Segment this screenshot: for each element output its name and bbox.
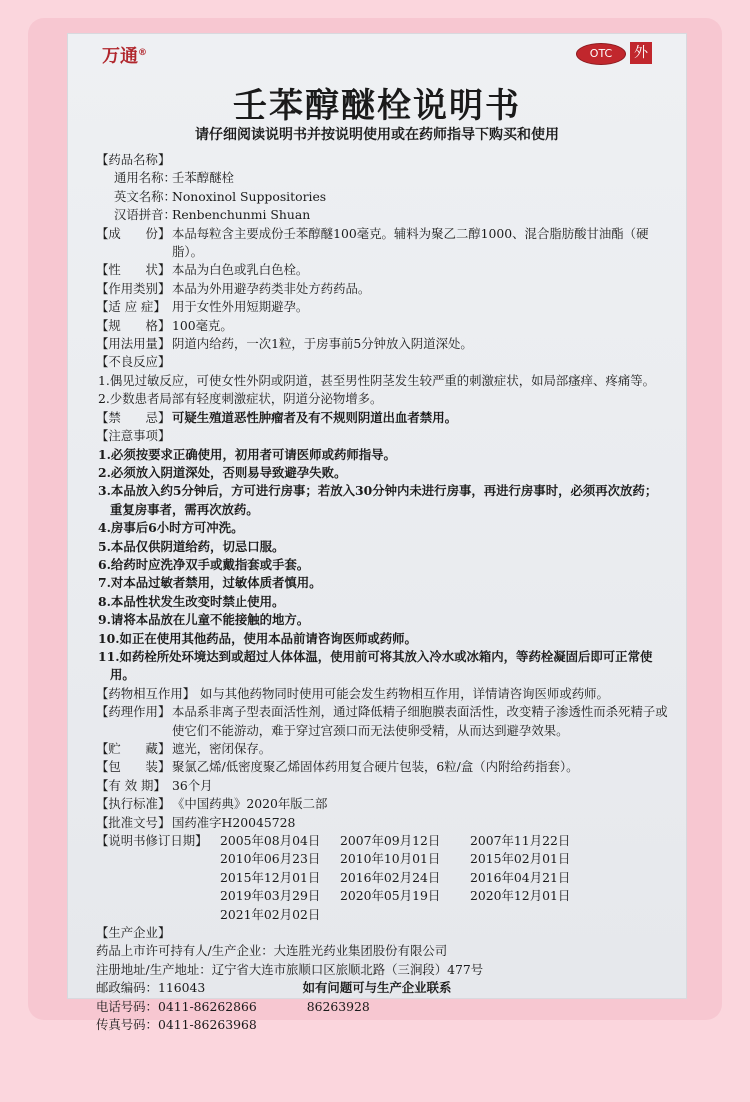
revision-date: 2010年10月01日 <box>340 851 441 867</box>
precaution-item: 4.房事后6小时方可冲洗。 <box>98 520 244 536</box>
precaution-item: 11.如药栓所处环境达到或超过人体体温，使用前可将其放入冷水或冰箱内，等药栓凝固后即可正常使用。 <box>98 648 653 683</box>
phone-line: 电话号码：0411-86262866 86263928 <box>96 998 370 1014</box>
otc-badge: OTC <box>576 43 626 65</box>
interactions-row: 【药物相互作用】 如与其他药物同时使用可能会发生药物相互作用，详情请咨询医师或药师。 <box>96 685 609 701</box>
drug-name-heading: 【药品名称】 <box>96 152 171 167</box>
adverse-item: 1.偶见过敏反应，可使女性外阴或阴道，甚至男性阴茎发生较严重的刺激症状，如局部瘙痒、疼痛等。 <box>98 372 656 388</box>
indications-row: 【适 应 症】 用于女性外用短期避孕。 <box>96 299 309 315</box>
ingredients-row: 【成 份】 本品每粒含主要成份壬苯醇醚100毫克。辅料为聚乙二醇1000、混合脂肪酸甘油酯（硬脂）。 <box>96 225 649 260</box>
page-subtitle: 请仔细阅读说明书并按说明使用或在药师指导下购买和使用 <box>195 127 559 143</box>
precaution-item: 1.必须按要求正确使用，初用者可请医师或药师指导。 <box>98 446 396 462</box>
revision-heading: 【说明书修订日期】 <box>96 833 208 849</box>
precaution-item: 8.本品性状发生改变时禁止使用。 <box>98 593 285 609</box>
contraindications-row: 【禁 忌】 可疑生殖道恶性肿瘤者及有不规则阴道出血者禁用。 <box>96 409 457 425</box>
package-row: 【包 装】 聚氯乙烯/低密度聚乙烯固体药用复合硬片包装，6粒/盒（内附给药指套）。 <box>96 759 579 775</box>
footer-contact: 如有问题可与生产企业联系 <box>302 980 452 995</box>
precaution-item: 9.请将本品放在儿童不能接触的地方。 <box>98 612 310 628</box>
leaflet-sheet <box>68 34 686 1033</box>
revision-date: 2007年11月22日 <box>470 833 571 849</box>
storage-row: 【贮 藏】 遮光，密闭保存。 <box>96 741 272 756</box>
precaution-item: 3.本品放入约5分钟后，方可进行房事；若放入30分钟内未进行房事，再进行房事时，必须再次放药；重复房事者，需再次放药。 <box>98 483 658 517</box>
revision-date: 2016年02月24日 <box>340 869 441 885</box>
validity-row: 【有 效 期】 36个月 <box>96 777 213 793</box>
approval-row: 【批准文号】 国药准字H20045728 <box>96 814 296 830</box>
revision-date: 2019年03月29日 <box>220 888 321 904</box>
holder-line: 药品上市许可持有人/生产企业：大连胜光药业集团股份有限公司 <box>96 943 448 959</box>
precaution-item: 10.如正在使用其他药品，使用本品前请咨询医师或药师。 <box>98 630 417 646</box>
revision-date: 2010年06月23日 <box>220 851 321 867</box>
revision-date: 2020年05月19日 <box>340 888 441 904</box>
manufacturer-heading: 【生产企业】 <box>96 925 171 941</box>
revision-date: 2005年08月04日 <box>220 833 321 849</box>
precautions-heading: 【注意事项】 <box>96 428 171 444</box>
postcode-line: 邮政编码：116043 <box>96 980 206 996</box>
character-row: 【性 状】 本品为白色或乳白色栓。 <box>96 262 309 278</box>
brand-logo: 万通® <box>102 46 147 67</box>
precaution-item: 5.本品仅供阴道给药，切忌口服。 <box>98 538 285 554</box>
precaution-item: 6.给药时应洗净双手或戴指套或手套。 <box>98 556 310 572</box>
precaution-item: 7.对本品过敏者禁用，过敏体质者慎用。 <box>98 575 322 591</box>
category-row: 【作用类别】 本品为外用避孕药类非处方药药品。 <box>96 280 371 296</box>
address-line: 注册地址/生产地址：辽宁省大连市旅顺口区旅顺北路（三涧段）477号 <box>96 961 484 977</box>
english-name-row: 英文名称： Nonoxinol Suppositories <box>114 188 327 204</box>
revision-date: 2015年12月01日 <box>220 869 321 885</box>
usage-row: 【用法用量】 阴道内给药，一次1粒，于房事前5分钟放入阴道深处。 <box>96 336 473 352</box>
common-name-row: 通用名称： 壬苯醇醚栓 <box>114 170 234 186</box>
external-use-badge: 外 <box>630 42 652 64</box>
adverse-item: 2.少数患者局部有轻度刺激症状，阴道分泌物增多。 <box>98 391 383 407</box>
revision-date: 2007年09月12日 <box>340 833 441 849</box>
revision-date: 2016年04月21日 <box>470 869 571 885</box>
fax-line: 传真号码：0411-86263968 <box>96 1017 257 1033</box>
pharmacology-row: 【药理作用】 本品系非离子型表面活性剂，通过降低精子细胞膜表面活性，改变精子渗透性而杀死精子或使它们不能游动，难于穿过宫颈口而无法使卵受精，从而达到避孕效果。 <box>96 704 668 738</box>
standard-row: 【执行标准】 《中国药典》2020年版二部 <box>96 796 328 812</box>
revision-date: 2020年12月01日 <box>470 888 571 904</box>
pinyin-row: 汉语拼音： Renbenchunmi Shuan <box>114 207 311 223</box>
precaution-item: 2.必须放入阴道深处，否则易导致避孕失败。 <box>98 464 347 480</box>
adverse-heading: 【不良反应】 <box>96 354 171 370</box>
revision-date: 2021年02月02日 <box>220 906 321 922</box>
revision-date: 2015年02月01日 <box>470 851 571 867</box>
page-title: 壬苯醇醚栓说明书 <box>233 86 521 126</box>
specification-row: 【规 格】 100毫克。 <box>96 317 233 333</box>
leaflet-content <box>96 151 668 1035</box>
